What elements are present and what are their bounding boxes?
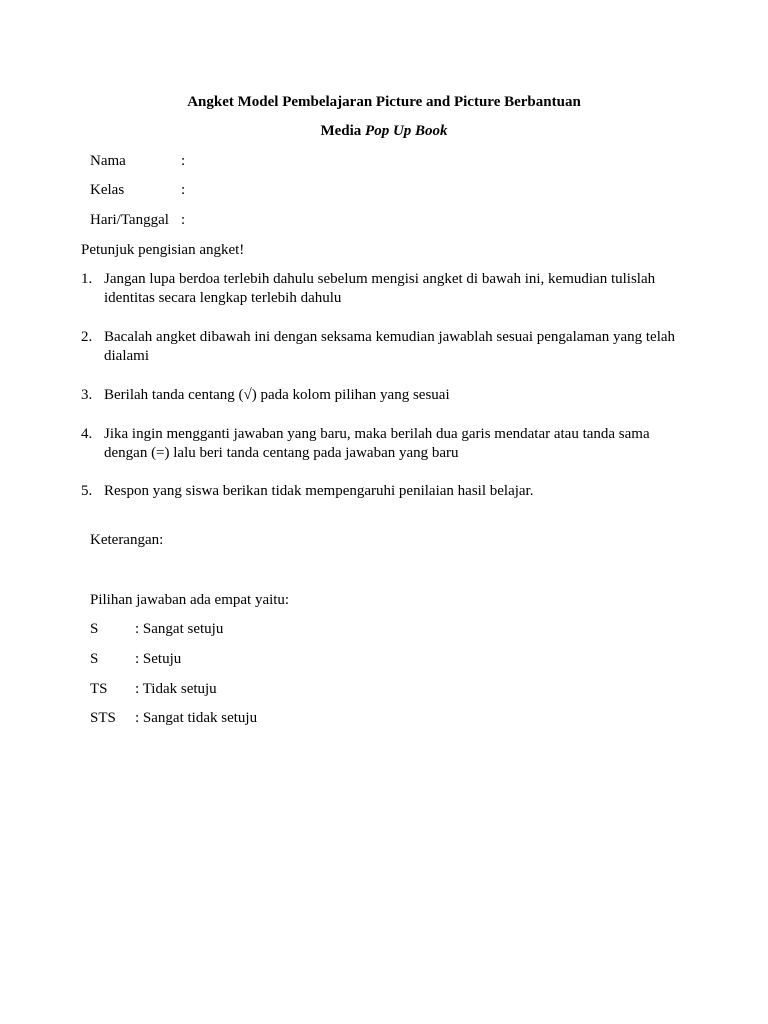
instructions-heading: Petunjuk pengisian angket! <box>81 242 245 258</box>
choice-meaning: : Setuju <box>135 651 182 667</box>
choice-meaning: : Tidak setuju <box>135 681 217 697</box>
field-nama <box>90 151 185 171</box>
field-label: Nama <box>90 153 126 169</box>
field-colon: : <box>181 153 186 169</box>
instruction-text: Respon yang siswa berikan tidak mempengaruhi penilaian hasil belajar. <box>104 483 534 499</box>
instruction-item <box>81 270 691 308</box>
instruction-text: Bacalah angket dibawah ini dengan seksama kemudian jawablah sesuai pengalaman yang telah dialami <box>104 329 676 364</box>
choice-item <box>90 649 181 669</box>
field-hari-tanggal <box>90 210 185 230</box>
keterangan-label: Keterangan: <box>90 532 164 548</box>
field-colon: : <box>181 182 186 198</box>
instruction-number: 1. <box>81 271 93 287</box>
choices-intro: Pilihan jawaban ada empat yaitu: <box>90 592 290 608</box>
instruction-text: Jika ingin mengganti jawaban yang baru, maka berilah dua garis mendatar atau tanda sama dengan (=) lalu beri tanda centang pada jawaban yang baru <box>104 426 650 461</box>
field-colon: : <box>181 212 186 228</box>
document-title: Angket Model Pembelajaran Picture and Picture Berbantuan <box>187 94 581 110</box>
choice-code: S <box>90 621 99 637</box>
choice-item <box>90 619 223 639</box>
field-label: Kelas <box>90 182 125 198</box>
field-kelas <box>90 180 185 200</box>
instruction-item <box>81 328 691 366</box>
instruction-number: 2. <box>81 329 93 345</box>
instruction-text: Berilah tanda centang (√) pada kolom pilihan yang sesuai <box>104 387 450 403</box>
choice-code: TS <box>90 681 108 697</box>
choice-code: STS <box>90 710 116 726</box>
field-label: Hari/Tanggal <box>90 212 169 228</box>
choice-meaning: : Sangat tidak setuju <box>135 710 258 726</box>
instruction-number: 3. <box>81 387 93 403</box>
choice-item <box>90 708 257 728</box>
instruction-number: 5. <box>81 483 93 499</box>
instruction-item <box>81 425 691 463</box>
choice-item <box>90 679 217 699</box>
instruction-number: 4. <box>81 426 93 442</box>
subtitle-italic: Pop Up Book <box>365 123 448 139</box>
instruction-item <box>81 482 691 501</box>
document-subtitle <box>0 121 768 141</box>
instruction-text: Jangan lupa berdoa terlebih dahulu sebelum mengisi angket di bawah ini, kemudian tulislah identitas secara lengkap terlebih dahulu <box>104 271 656 306</box>
choice-code: S <box>90 651 99 667</box>
subtitle-prefix: Media <box>320 123 366 139</box>
instruction-item <box>81 386 691 405</box>
choice-meaning: : Sangat setuju <box>135 621 224 637</box>
